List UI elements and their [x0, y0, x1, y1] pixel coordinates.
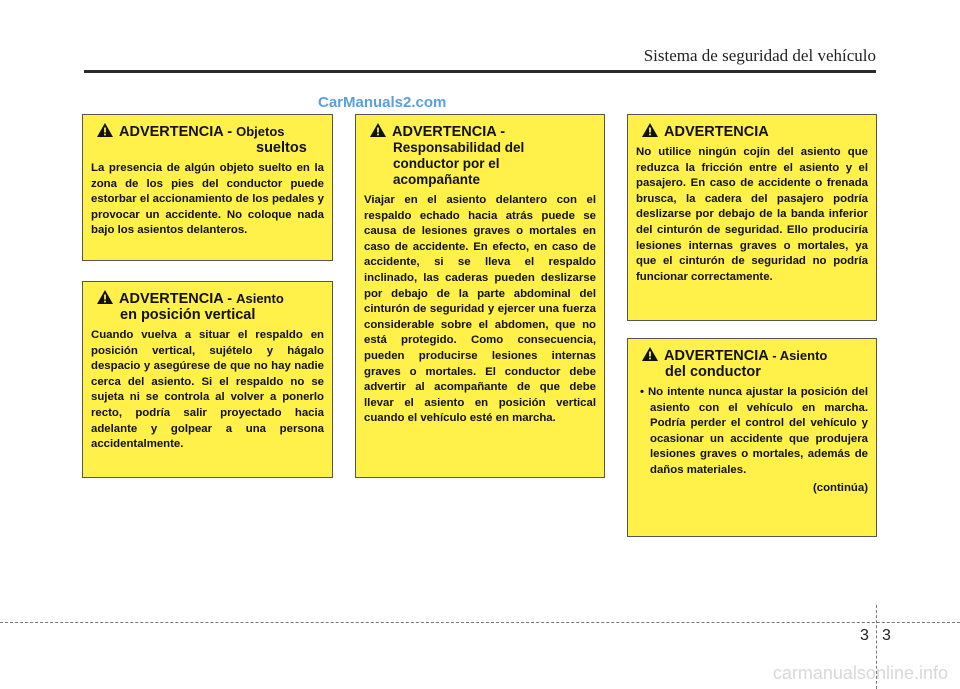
warning-body: La presencia de algún objeto suelto en la zona de los pies del conductor puede estorbar el accionamiento de los pedales y provocar un accidente. No coloque nada bajo los asientos delanteros. — [91, 162, 324, 237]
warning-subtitle: del conductor — [665, 364, 761, 380]
continued-label: (continúa) — [812, 481, 868, 494]
warning-box-driver-seat — [627, 338, 877, 537]
page-number: 3 — [882, 627, 891, 644]
header-rule — [84, 70, 876, 73]
warning-body: Cuando vuelva a situar el respaldo en posición vertical, sujételo y hágalo despacio y asegúrese de que no hay nadie cerca del asiento. Si el respaldo no se sujeta ni se controla al volver a ponerlo recto, podría salir proyectado hacia adelante y golpear a una persona accidentalmente. — [91, 329, 324, 451]
warning-triangle-icon — [97, 290, 113, 304]
warning-body: No utilice ningún cojín del asiento que reduzca la fricción entre el asiento y el pasajero. En caso de accidente o frenada brusca, la cadera del pasajero podría deslizarse por debajo de la banda inferior del cinturón de seguridad. Ello produciría lesiones internas graves o mortales, ya que el cinturón de seguridad no podría funcionar correctamente. — [636, 146, 868, 283]
warning-subtitle: conductor por el — [393, 156, 500, 171]
warning-subtitle: acompañante — [393, 172, 481, 187]
warning-title: ADVERTENCIA - Objetos — [91, 123, 324, 140]
warning-subtitle: sueltos — [256, 140, 307, 156]
warning-box-upright-seat — [82, 281, 333, 478]
warning-bullet: • No intente nunca ajustar la posición del asiento con el vehículo en marcha. Podría perder el control del vehículo y ocasionar un accidente que produjera lesiones graves o mortales, además de daños materiales. — [640, 386, 868, 476]
warning-triangle-icon — [642, 347, 658, 361]
warning-box-passenger-responsibility — [355, 114, 605, 478]
warning-box-loose-objects — [82, 114, 333, 261]
warning-title: ADVERTENCIA - Asiento — [91, 290, 324, 307]
warning-box-seat-cushion — [627, 114, 877, 321]
warning-subtitle: en posición vertical — [120, 307, 256, 323]
warning-triangle-icon — [97, 123, 113, 137]
header-title: Sistema de seguridad del vehículo — [643, 46, 876, 65]
watermark-top[interactable]: CarManuals2.com — [318, 94, 447, 111]
section-number: 3 — [860, 627, 869, 644]
footer-rule — [0, 622, 960, 623]
warning-triangle-icon — [642, 123, 658, 137]
warning-triangle-icon — [370, 123, 386, 137]
warning-title: ADVERTENCIA - Asiento — [636, 347, 868, 364]
warning-subtitle: Responsabilidad del — [393, 140, 525, 155]
warning-title: ADVERTENCIA — [636, 123, 868, 140]
warning-body: Viajar en el asiento delantero con el respaldo echado hacia atrás puede se causa de lesiones graves o mortales en caso de accidente. En efecto, en caso de accidente, si se lleva el respaldo inclinado, las caderas pueden deslizarse por debajo de la parte abdominal del cinturón de seguridad y ejercer una fuerza considerable sobre el abdomen, que no está protegido. Como consecuencia, pueden producirse lesiones internas graves o mortales. El conductor debe advertir al acompañante de que debe llevar el asiento en posición vertical cuando el vehículo esté en marcha. — [364, 194, 596, 425]
watermark-bottom[interactable]: carmanualsonline.info — [772, 663, 948, 683]
warning-title: ADVERTENCIA - — [364, 123, 596, 140]
